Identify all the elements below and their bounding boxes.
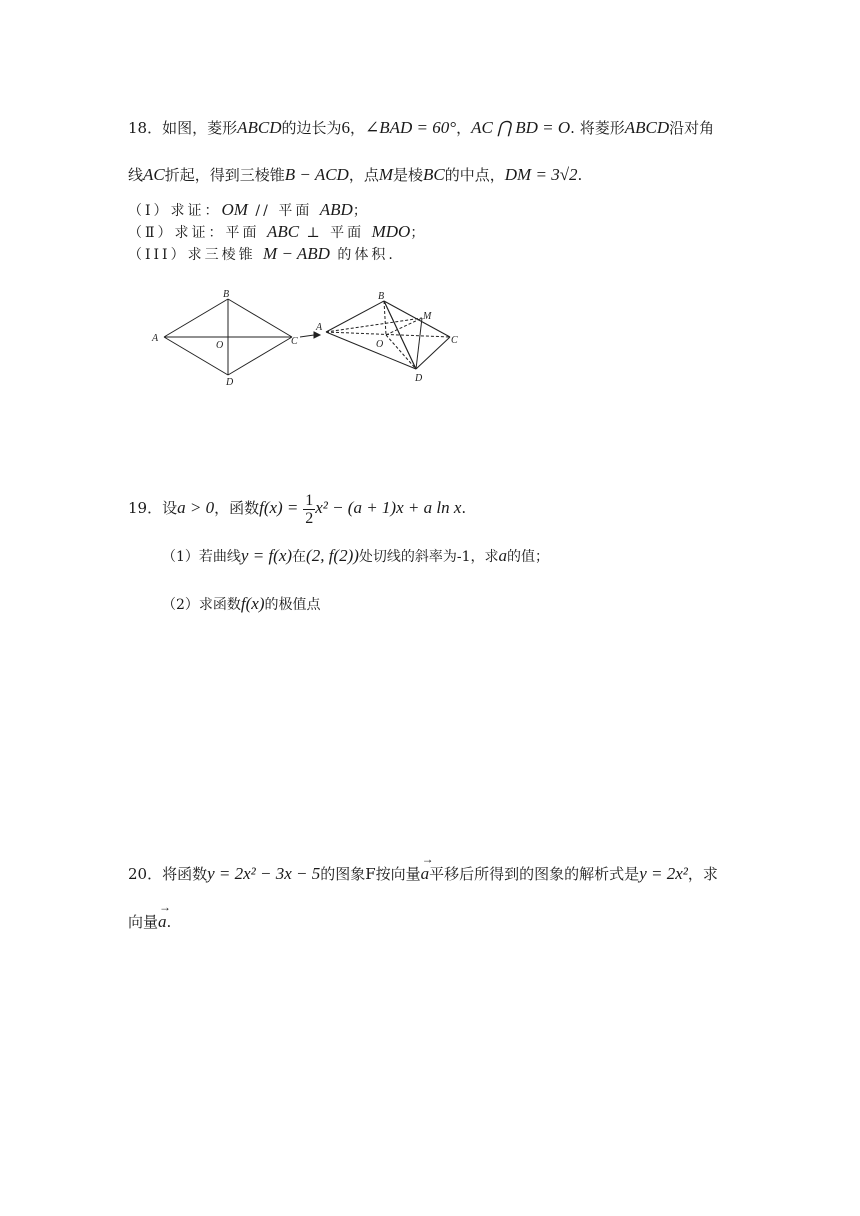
label-A-fold: A — [316, 322, 323, 333]
q18-intersect: AC ⋂ BD = O — [471, 118, 571, 137]
label-A-flat: A — [152, 333, 159, 344]
vector-arrow-icon: → — [421, 852, 434, 866]
q18-line2: 线AC折起，得到三棱锥B − ACD，点M是棱BC的中点，DM = 3√2. — [128, 165, 583, 184]
rhombus-figure — [164, 299, 292, 375]
label-C-fold: C — [451, 335, 458, 346]
q18-part1: （Ⅰ）求证：OM // 平面 ABD； — [128, 200, 367, 219]
q19-fraction: $\frac{1}{2}$ — [305, 491, 314, 527]
label-B-fold: B — [378, 291, 385, 302]
q20-line1: 20．将函数y = 2x² − 3x − 5的图象F按向量 → a平移后所得到的图象的解析式是y = 2x²，求 — [128, 864, 718, 884]
label-M-fold: M — [423, 311, 432, 322]
q18-dm: DM = 3√2 — [504, 165, 578, 184]
vector-a: → a — [421, 864, 430, 884]
label-D-fold: D — [415, 373, 423, 384]
label-D-flat: D — [226, 377, 234, 388]
vector-arrow-icon: → — [159, 900, 172, 914]
q19-part1: （1）若曲线y = f(x)在(2, f(2))处切线的斜率为-1，求a的值； — [162, 546, 550, 565]
q20-line2: 向量 → a. — [128, 912, 171, 932]
q18-line1: 18．如图，菱形ABCD的边长为6，∠BAD = 60°，AC ⋂ BD = O. 将菱形ABCD沿对角 — [128, 118, 715, 137]
label-B-flat: B — [223, 289, 230, 300]
q19-part2: （2）求函数f(x)的极值点 — [162, 594, 321, 613]
q18-angle: ∠BAD = 60° — [365, 118, 457, 137]
q18-part2: （Ⅱ）求证：平面 ABC ⊥ 平面 MDO； — [128, 222, 425, 241]
q18-abcd: ABCD — [237, 118, 282, 137]
q19-line1: 19．设a > 0，函数f(x) = $\frac{1}{2}$ x² − (a + 1)x + a ln x. — [128, 491, 467, 527]
vector-a-2: → a — [158, 912, 167, 932]
q18-figure — [140, 285, 480, 395]
q18-part3: （III）求三棱锥 M − ABD 的体积. — [128, 244, 396, 263]
pyramid-figure — [326, 301, 450, 369]
label-O-flat: O — [216, 340, 224, 351]
label-C-flat: C — [291, 336, 298, 347]
label-O-fold: O — [376, 339, 384, 350]
